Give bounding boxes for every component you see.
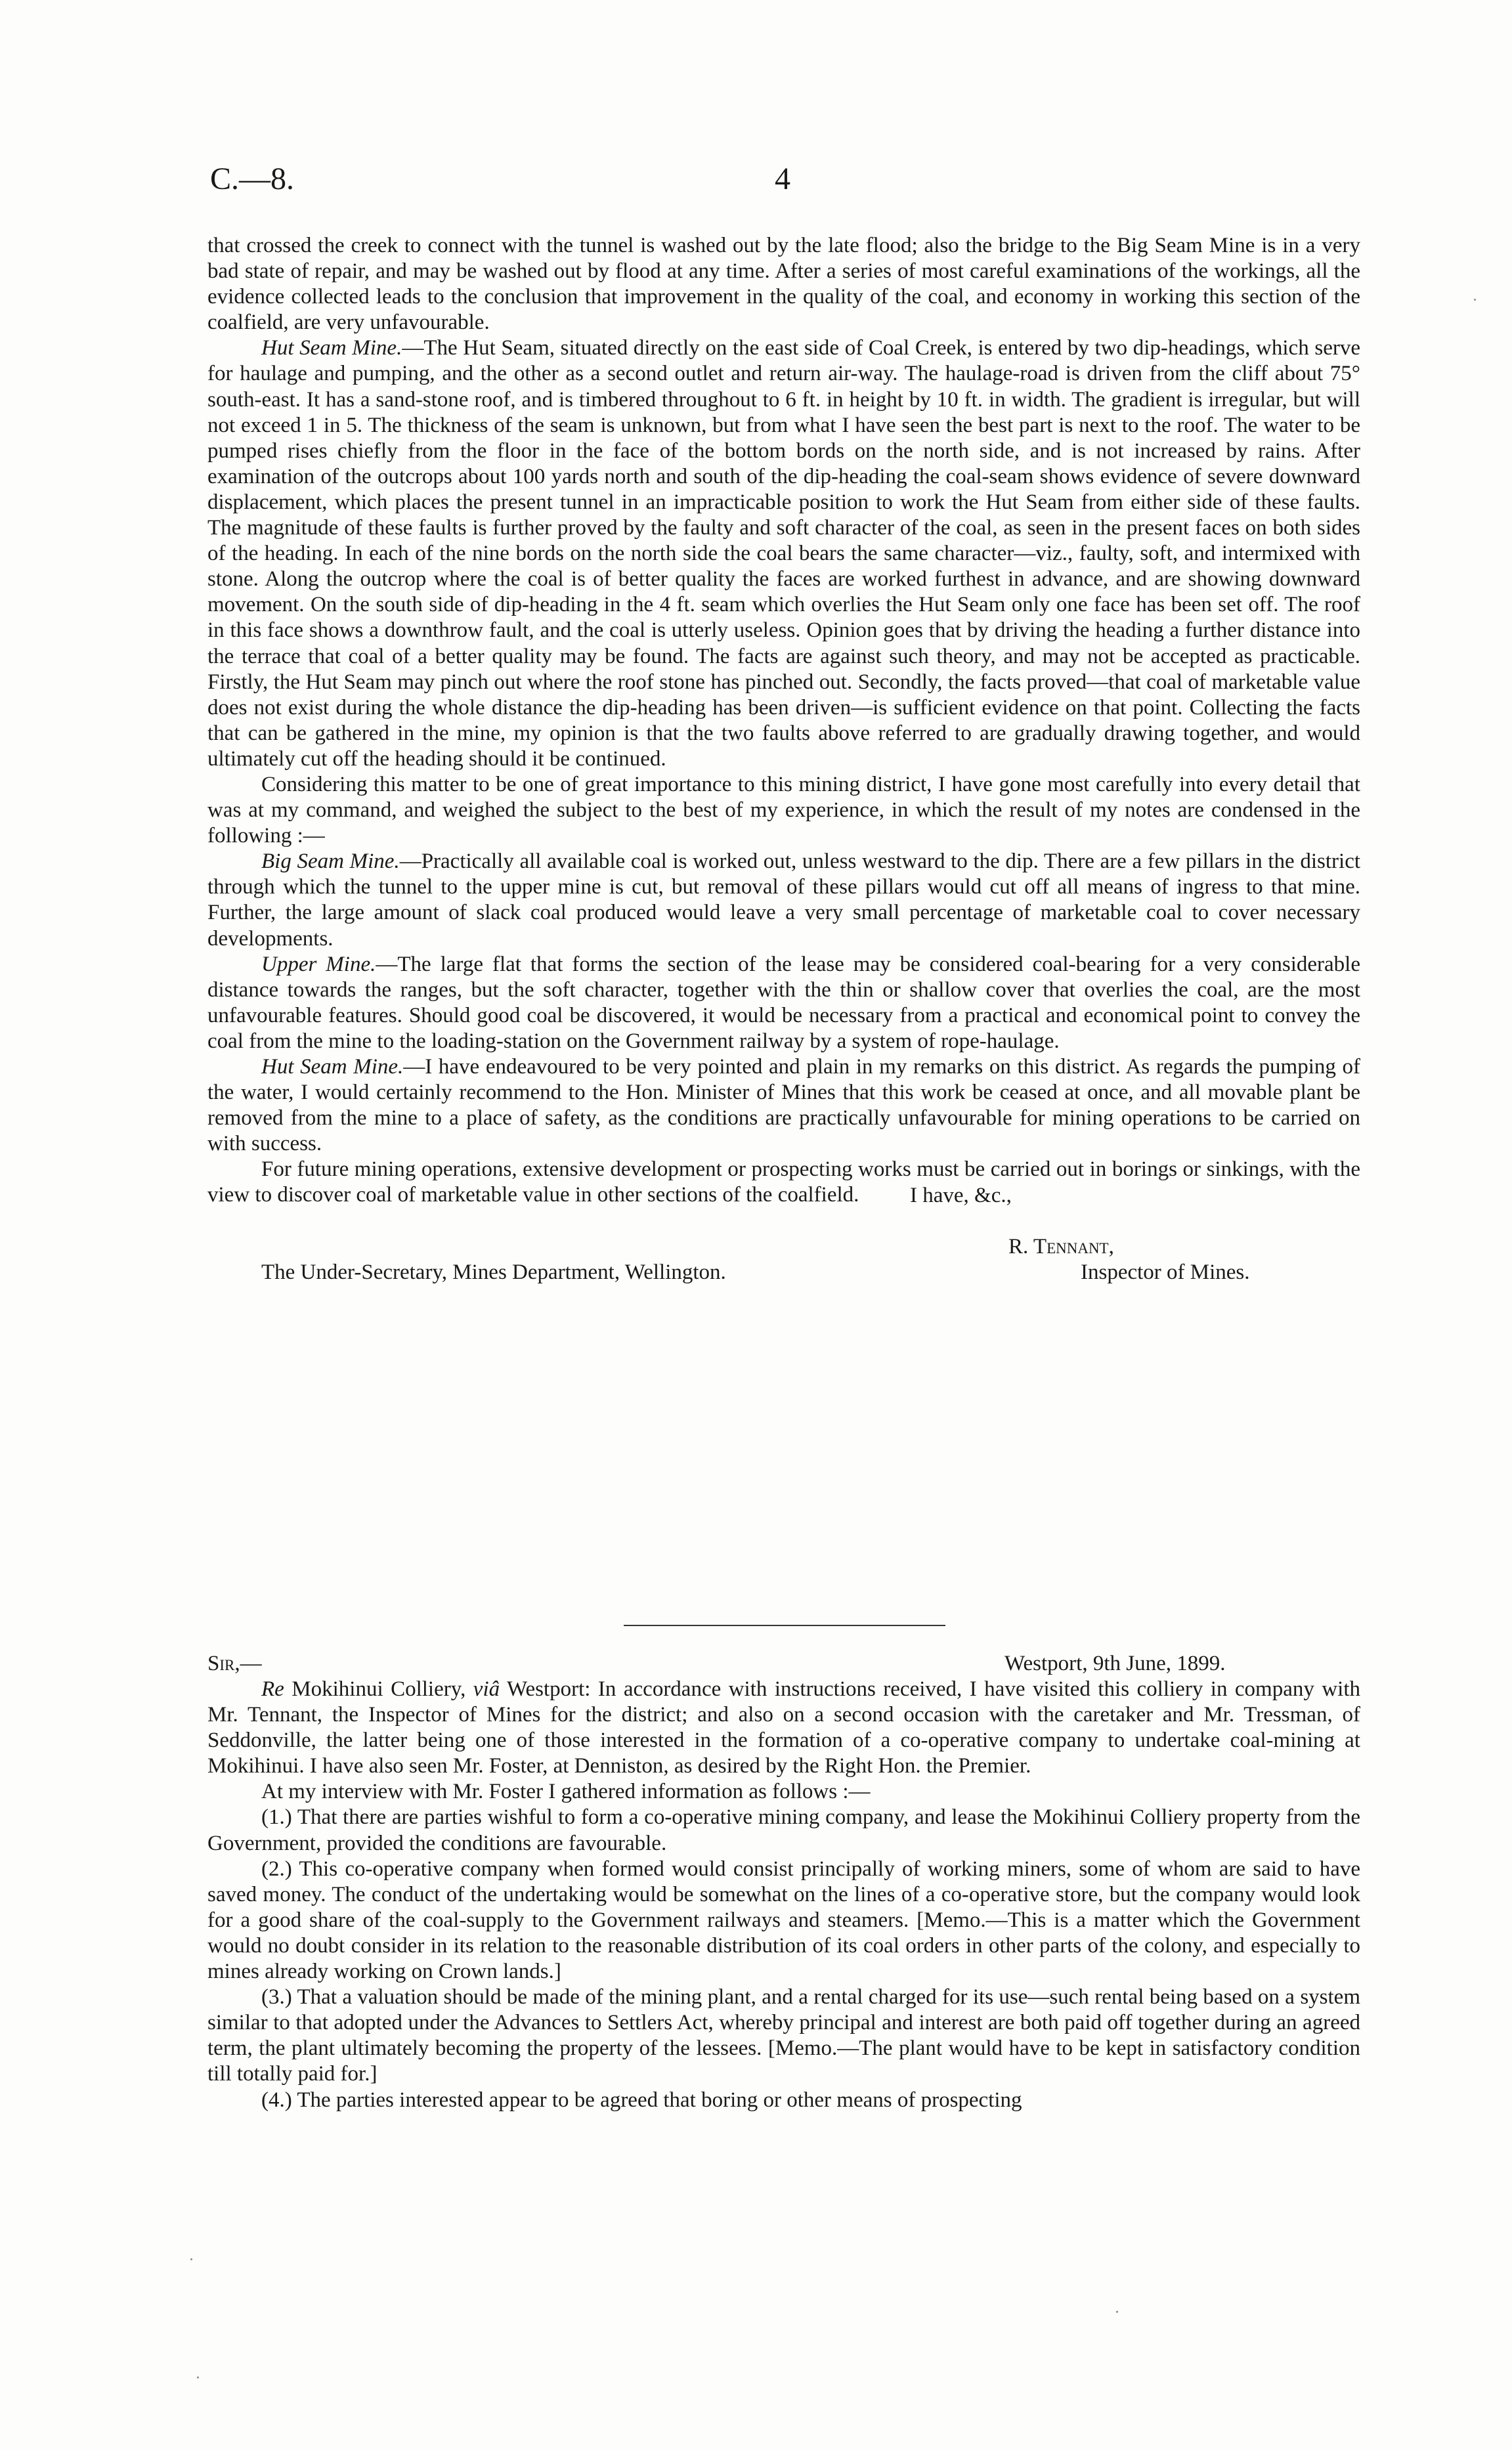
heading-hut-seam-mine-2: Hut Seam Mine.: [261, 1055, 404, 1079]
addressee-line: [207, 1260, 1360, 1285]
item-3: (3.) That a valuation should be made of the mining plant, and a rental charged for its use—such rental being based on a system similar to that adopted under the Advances to Settlers Act, whereby principal and interest are both paid off together during an agreed term, the plant ultimately becoming the property of the lessees. [Memo.—The plant would have to be kept in satisfactory condition till totally paid for.]: [207, 1985, 1360, 2086]
item-2: (2.) This co-operative company when formed would consist principally of working miners, some of whom are said to have saved money. The conduct of the undertaking would be somewhat on the lines of a co-operative store, but the company would look for a good share of the coal-supply to the Government railways and steamers. [Memo.—This is a matter which the Government would no doubt consider in its relation to the reasonable distribution of its coal orders in other parts of the colony, and especially to mines already working on Crown lands.]: [207, 1857, 1360, 1984]
scan-speck: [190, 2258, 192, 2260]
section-divider: [624, 1625, 945, 1626]
re-text: Mokihinui Colliery,: [284, 1677, 473, 1701]
paragraph-opening: that crossed the creek to connect with the tunnel is washed out by the late flood; also the bridge to the Big Seam Mine is in a very bad state of repair, and may be washed out by flood at any time. After a series of most careful examinations of the workings, all the evidence collected leads to the conclusion that improvement in the quality of the coal, and economy in working this section of the coalfield, are very unfavourable.: [207, 234, 1360, 335]
re-word: Re: [261, 1677, 284, 1701]
addressee: The Under-Secretary, Mines Department, Wellington.: [261, 1260, 726, 1284]
hut-seam-text: —The Hut Seam, situated directly on the east side of Coal Creek, is entered by two dip-headings, which serve for haulage and pumping, and the other as a second outlet and return air-way. The haulage-road is driven from the cliff about 75° south-east. It has a sand-stone roof, and is timbered throughout to 6 ft. in height by 10 ft. in width. The gradient is irregular, but will not exceed 1 in 5. The thickness of the seam is unknown, but from what I have seen the best part is next to the roof. The water to be pumped rises chiefly from the floor in the face of the bottom bords on the north side, and is not increased by rains. After examination of the outcrops about 100 yards north and south of the dip-heading the coal-seam shows evidence of severe downward displacement, which places the present tunnel in an impracticable position to work the Hut Seam from either side of these faults. The magnitude of these faults is further proved by the faulty and soft character of the coal, as seen in the present faces on both sides of the heading. In each of the nine bords on the north side the coal bears the same character—viz., faulty, soft, and intermixed with stone. Along the outcrop where the coal is of better quality the faces are worked furthest in advance, and are showing downward movement. On the south side of dip-heading in the 4 ft. seam which overlies the Hut Seam only one face has been set off. The roof in this face shows a downthrow fault, and the coal is utterly useless. Opinion goes that by driving the heading a further distance into the terrace that coal of a better quality may be found. The facts are against such theory, and may not be accepted as practicable. Firstly, the Hut Seam may pinch out where the roof stone has pinched out. Secondly, the facts proved—that coal of marketable value does not exist during the whole distance the dip-heading has been driven—is sufficient evidence on that point. Collecting the facts that can be gathered in the mine, my opinion is that the two faults above referred to are gradually drawing together, and would ultimately cut off the heading should it be continued.: [207, 336, 1360, 771]
scan-speck: [197, 2376, 199, 2378]
big-seam-text: —Practically all available coal is worked out, unless westward to the dip. There are a few pillars in the district through which the tunnel to the upper mine is cut, but removal of these pillars would cut off all means of ingress to that mine. Further, the large amount of slack coal produced would leave a very small percentage of marketable coal to cover necessary developments.: [207, 849, 1361, 951]
paragraph-upper-mine: [207, 952, 1360, 1054]
paragraph-intro: [207, 1677, 1360, 1779]
paragraph-considering: Considering this matter to be one of great importance to this mining district, I have gone most carefully into every detail that was at my command, and weighed the subject to the best of my experience, in which the result of my notes are condensed in the following :—: [207, 772, 1360, 848]
place-date: Westport, 9th June, 1899.: [1004, 1652, 1226, 1675]
intro-text: Westport: In accordance with instructions received, I have visited this colliery in company with Mr. Tennant, the Inspector of Mines for the district; and also on a second occasion with the caretaker and Mr. Tressman, of Seddonville, the latter being one of those interested in the formation of a co-operative company to undertake coal-mining at Mokihinui. I have also seen Mr. Foster, at Denniston, as desired by the Right Hon. the Premier.: [207, 1677, 1360, 1778]
hut-seam-recommendation-text: —I have endeavoured to be very pointed and plain in my remarks on this district. As regards the pumping of the water, I would certainly recommend to the Hon. Minister of Mines that this work be ceased at once, and all movable plant be removed from the mine to a place of safety, as the conditions are practically unfavourable for mining operations to be carried on with success.: [207, 1055, 1360, 1156]
paragraph-future-operations: For future mining operations, extensive development or prospecting works must be carried out in borings or sinkings, with the view to discover coal of marketable value in other sections of the coalfield.: [207, 1157, 1360, 1207]
document-reference: C.—8.: [210, 161, 295, 196]
heading-hut-seam-mine: Hut Seam Mine.: [261, 336, 402, 360]
report-tennant: [207, 233, 1360, 1285]
report-westport: [207, 1651, 1360, 2113]
upper-mine-text: —The large flat that forms the section of the lease may be considered coal-bearing for a very considerable distance towards the ranges, but the soft character, together with the thin or shallow cover that overlies the coal, are the most unfavourable features. Should good coal be discovered, it would be necessary from a practical and economical point to convey the coal from the mine to the loading-station on the Government railway by a system of rope-haulage.: [207, 952, 1360, 1053]
heading-upper-mine: Upper Mine.: [261, 952, 376, 976]
closing-formula: I have, &c.,: [910, 1183, 1012, 1207]
closing-line: [207, 1183, 1360, 1234]
paragraph-interview: At my interview with Mr. Foster I gathered information as follows :—: [261, 1780, 871, 1804]
paragraph-big-seam: [207, 849, 1360, 951]
salutation-line: [207, 1651, 1360, 1677]
item-1: (1.) That there are parties wishful to form a co-operative mining company, and lease the Mokihinui Colliery property from the Government, provided the conditions are favourable.: [207, 1805, 1360, 1855]
paragraph-hut-seam-recommendation: [207, 1054, 1360, 1157]
via-word: viâ: [473, 1677, 500, 1701]
page-number: 4: [775, 161, 790, 196]
salutation: Sir,—: [207, 1652, 262, 1675]
paragraph-hut-seam: [207, 335, 1360, 772]
page-header: [210, 161, 1366, 213]
scan-speck: [1474, 299, 1476, 301]
signer-title: Inspector of Mines.: [1081, 1260, 1250, 1284]
scan-speck: [1116, 2311, 1118, 2313]
signature-name: R. Tennant,: [1008, 1234, 1114, 1258]
item-4: (4.) The parties interested appear to be agreed that boring or other means of prospecting: [261, 2088, 1022, 2112]
signature-line: [207, 1234, 1360, 1260]
heading-big-seam-mine: Big Seam Mine.: [261, 849, 400, 874]
